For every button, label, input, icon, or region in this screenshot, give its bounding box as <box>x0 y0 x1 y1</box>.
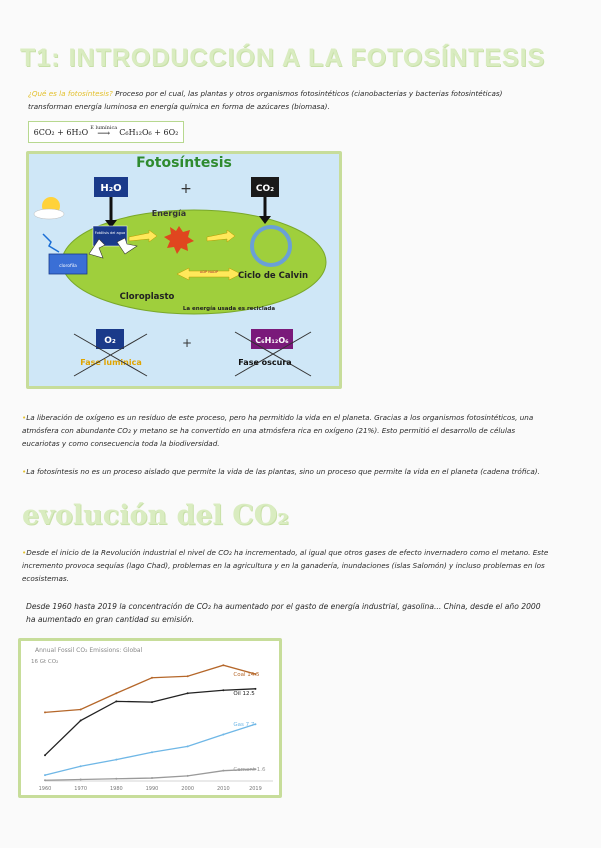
data-point <box>187 692 189 694</box>
plus-top: + <box>180 181 192 197</box>
chloroplast-shape <box>62 210 326 314</box>
data-point <box>115 692 117 694</box>
diagram-title: Fotosíntesis <box>136 155 232 171</box>
fase-luminica-label: Fase luminica <box>80 358 142 367</box>
co2-emissions-chart <box>18 638 282 798</box>
data-point <box>151 677 153 679</box>
intro-question: ¿Qué es la fotosíntesis? <box>28 89 113 98</box>
x-tick-label: 2000 <box>181 786 195 792</box>
o2-label: O₂ <box>104 336 116 346</box>
glucose-label: C₆H₁₂O₆ <box>255 336 289 345</box>
co2-paragraph-2: Desde 1960 hasta 2019 la concentración de CO₂ ha aumentado por el gasto de energía industrial, gasolina... China, desde el año 2000 ha aumentado en gran cantidad su emisión. <box>26 602 541 624</box>
bullet-text-2: La fotosíntesis no es un proceso aislado que permite la vida de las plantas, sino un proceso que permite la vida en el planeta (cadena trófica). <box>26 467 540 476</box>
bullet-text-1: La liberación de oxígeno es un residuo de este proceso, pero ha permitido la vida en el planeta. Gracias a los organismos fotosintéticos, una atmósfera con abundante CO₂ y metano se ha convertido en una atmósfera rica en oxígeno (21%). Esto permitió el desarrollo de células eucariotas y como consecuencia toda la biodiversidad. <box>22 413 534 448</box>
x-tick-label: 2019 <box>249 786 262 792</box>
data-point <box>222 770 224 772</box>
photosynthesis-diagram <box>26 151 342 389</box>
data-point <box>80 720 82 722</box>
co2-paragraph-1: •Desde el inicio de la Revolución industrial el nivel de CO₂ ha incrementado, al igual que otros gases de efecto invernadero como el metano. Este incremento provoca sequías (lago Chad), problemas en la agricultura y en la ganadería, inundaciones (islas Salomón) y incluso problemas en los ecosistemas. <box>22 548 549 583</box>
equation-right: C₆H₁₂O₆ + 6O₂ <box>119 127 179 137</box>
co2-label: CO₂ <box>255 184 275 194</box>
series-label: Oil 12.5 <box>233 690 255 697</box>
data-point <box>44 774 46 776</box>
co2-text-1: Desde el inicio de la Revolución industrial el nivel de CO₂ ha incrementado, al igual que otros gases de efecto invernadero como el metano. Este incremento provoca sequías (lago Chad), problemas en la agricultura y en la ganadería, inundaciones (islas Salomón) y incluso problemas en los ecosistemas. <box>22 548 549 583</box>
chart-ylabel: 16 Gt CO₂ <box>31 659 59 665</box>
series-label: Coal 14.5 <box>233 672 260 679</box>
clorofila-label: clorofila <box>59 264 77 269</box>
data-point <box>115 778 117 780</box>
data-point <box>254 723 256 725</box>
data-point <box>222 689 224 691</box>
reciclada-label: La energía usada es reciclada <box>182 306 276 312</box>
data-point <box>151 701 153 703</box>
x-tick-label: 1980 <box>109 786 123 792</box>
data-point <box>222 664 224 666</box>
data-point <box>80 765 82 767</box>
equation-left: 6CO₂ + 6H₂O <box>33 127 89 137</box>
h2o-label: H₂O <box>100 183 122 194</box>
data-point <box>80 779 82 781</box>
data-point <box>187 675 189 677</box>
data-point <box>44 711 46 713</box>
calvin-label: Ciclo de Calvin <box>237 271 309 281</box>
x-tick-label: 2010 <box>216 786 230 792</box>
data-point <box>115 759 117 761</box>
page-title: T1: INTRODUCCIÓN A LA FOTOSÍNTESIS <box>20 44 546 72</box>
data-point <box>80 708 82 710</box>
series-line <box>45 665 255 712</box>
data-point <box>222 734 224 736</box>
data-point <box>44 754 46 756</box>
data-point <box>151 777 153 779</box>
x-tick-label: 1990 <box>145 786 159 792</box>
plus-bottom: + <box>181 336 193 350</box>
intro-text: Proceso por el cual, las plantas y otros organismos fotosintéticos (cianobacterias y bacterias fotosintéticas) transforman energía luminosa en energía química en forma de azúcares (biomasa). <box>28 89 503 111</box>
x-tick-label: 1970 <box>74 786 88 792</box>
series-label: Cement 1.6 <box>233 767 266 774</box>
intro-paragraph <box>28 87 548 113</box>
energia-label: Energía <box>151 209 187 218</box>
data-point <box>151 751 153 753</box>
photosynthesis-equation <box>28 121 184 143</box>
series-line <box>45 724 255 775</box>
section-title-co2: evolución del CO₂ <box>22 500 290 531</box>
fase-oscura-label: Fase oscura <box>238 358 292 367</box>
fotolisis-label: Fotólisis del agua <box>94 231 126 235</box>
series-label: Gas 7.7 <box>233 722 255 729</box>
data-point <box>187 745 189 747</box>
bullet-item-1: •La liberación de oxígeno es un residuo de este proceso, pero ha permitido la vida en el planeta. Gracias a los organismos fotosintéticos, una atmósfera con abundante CO₂ y metano se ha convertido en una atmósfera rica en oxígeno (21%). Esto permitió el desarrollo de células eucariotas y como consecuencia toda la biodiversidad. <box>22 413 534 448</box>
data-point <box>115 700 117 702</box>
adp-label: ADP NADP <box>199 270 219 274</box>
data-point <box>187 775 189 777</box>
bullet-item-2: •La fotosíntesis no es un proceso aislado que permite la vida de las plantas, sino un proceso que permite la vida en el planeta (cadena trófica). <box>22 467 540 476</box>
cloroplasto-label: Cloroplasto <box>119 292 175 302</box>
chart-title: Annual Fossil CO₂ Emissions: Global <box>35 647 143 654</box>
series-line <box>45 689 255 755</box>
x-tick-label: 1960 <box>38 786 52 792</box>
equation-arrow-label: E lumínica <box>90 125 118 131</box>
data-point <box>254 688 256 690</box>
data-point <box>44 779 46 781</box>
equation-arrow: E lumínica ⟶ <box>90 125 118 139</box>
